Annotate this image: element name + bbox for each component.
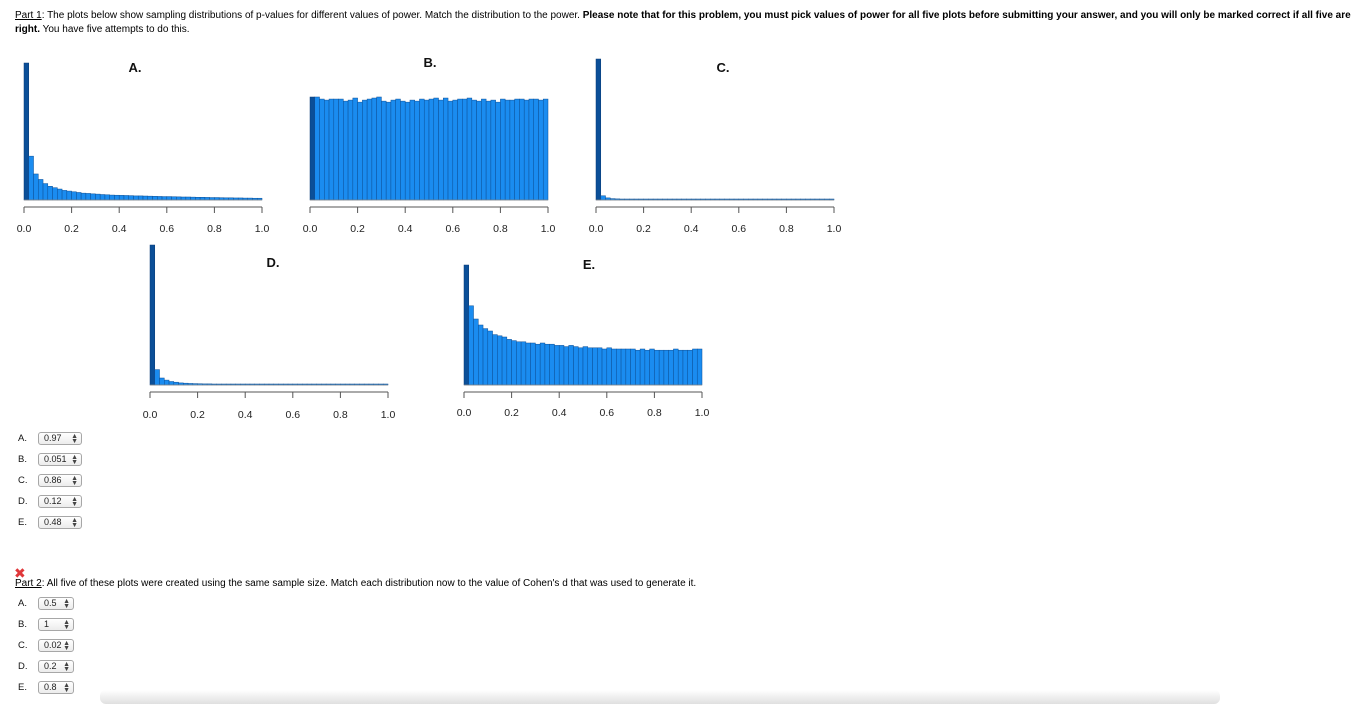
plot-b-bar-15 (381, 101, 386, 200)
plot-e-bar-42 (664, 350, 669, 385)
part1-label: Part 1 (15, 10, 42, 21)
part1-row-d (18, 493, 82, 509)
select-value: 1 (44, 618, 50, 629)
part1-text: : The plots below show sampling distributions of p-values for different values of power. Match the distribution to the power. (41, 10, 583, 21)
plot-c-tick-label-4: 0.8 (779, 223, 794, 235)
plot-e-bar-49 (697, 349, 702, 385)
plot-b-bar-43 (515, 99, 520, 200)
plot-b-bar-30 (453, 100, 458, 200)
plot-e-bar-17 (545, 344, 550, 385)
select-arrows-icon: ▲ ▼ (63, 597, 70, 610)
plot-e-bar-16 (540, 343, 545, 385)
plot-b-bar-28 (443, 98, 448, 200)
plot-a-bar-32 (176, 197, 181, 200)
plot-b-bar-7 (343, 101, 348, 200)
plot-b-bar-46 (529, 99, 534, 200)
plot-b-bar-19 (400, 101, 405, 200)
plot-e-bar-7 (497, 336, 502, 385)
plot-b-title: B. (423, 55, 437, 70)
answer-letter: D. (18, 660, 28, 672)
plot-b-bar-24 (424, 100, 429, 200)
plot-e-bar-35 (631, 349, 636, 385)
plot-b-bar-18 (396, 99, 401, 200)
plot-c-bar-0 (596, 59, 601, 200)
plot-d-bar-5 (174, 382, 179, 385)
plot-b-bar-33 (467, 98, 472, 200)
plot-c-title: C. (716, 60, 730, 75)
plot-a-bar-3 (38, 179, 43, 200)
plot-b-tick-label-5: 1.0 (540, 223, 556, 235)
plot-b-bar-21 (410, 100, 415, 200)
plot-e-bar-20 (559, 345, 564, 385)
plot-b-bar-37 (486, 101, 491, 200)
plot-d-title: D. (266, 255, 280, 270)
plot-b-bar-12 (367, 99, 372, 200)
answer-letter: C. (18, 474, 28, 486)
plot-b-bar-48 (538, 100, 543, 200)
select-arrows-icon: ▲ ▼ (71, 516, 78, 529)
cohens-d-select-e[interactable] (38, 681, 74, 694)
part1-row-a (18, 430, 82, 446)
plot-b-bar-35 (477, 101, 482, 200)
plot-e-bar-47 (688, 350, 693, 385)
part2-row-a (18, 595, 74, 611)
plot-a-bar-10 (72, 192, 77, 200)
plot-e-bar-3 (478, 325, 483, 385)
plot-c-tick-label-3: 0.6 (731, 223, 747, 235)
part2-row-b (18, 616, 74, 632)
plot-c-tick-label-2: 0.4 (683, 223, 699, 235)
plot-e-bar-44 (673, 349, 678, 385)
select-arrows-icon: ▲ ▼ (63, 618, 70, 631)
plot-b-bar-49 (543, 99, 548, 200)
plot-a-bar-1 (29, 156, 34, 200)
plot-e-bar-43 (669, 350, 674, 385)
plot-a-bar-2 (34, 174, 39, 200)
plot-e-tick-label-5: 1.0 (694, 407, 710, 419)
plot-a-bar-29 (162, 197, 167, 200)
part1-instructions (15, 9, 1360, 37)
plot-e-bar-18 (550, 344, 555, 385)
plot-b-bar-23 (419, 99, 424, 200)
cohens-d-select-d[interactable] (38, 660, 74, 673)
plot-b-bar-47 (534, 99, 539, 200)
cohens-d-select-c[interactable] (38, 639, 74, 652)
select-arrows-icon: ▲ ▼ (71, 474, 78, 487)
plot-e-bar-9 (507, 339, 512, 385)
plot-b-bar-26 (434, 98, 439, 200)
plot-b-bar-42 (510, 100, 515, 200)
plot-a-bar-31 (172, 197, 177, 200)
plot-a-bar-5 (48, 186, 53, 200)
power-select-a[interactable] (38, 432, 82, 445)
plot-a-bar-17 (105, 195, 110, 200)
plot-a-title: A. (128, 60, 142, 75)
part1-tail-text: You have five attempts to do this. (40, 24, 190, 35)
select-arrows-icon: ▲ ▼ (63, 681, 70, 694)
part1-row-b (18, 451, 82, 467)
plot-e-bar-33 (621, 349, 626, 385)
plot-a-bar-23 (133, 196, 138, 200)
plot-c-tick-label-5: 1.0 (826, 223, 842, 235)
plot-b-bar-0 (310, 97, 315, 200)
plot-e-bar-1 (469, 306, 474, 385)
plot-b-tick-label-2: 0.4 (397, 223, 413, 235)
plot-e-bar-40 (654, 350, 659, 385)
plot-e-bar-11 (516, 342, 521, 385)
plot-e-bar-38 (645, 350, 650, 385)
plot-a-bar-35 (191, 197, 196, 200)
plot-a-tick-label-5: 1.0 (254, 223, 270, 235)
plot-e-bar-21 (564, 347, 569, 385)
plot-d-bar-0 (150, 245, 155, 385)
plot-a-tick-label-0: 0.0 (16, 223, 32, 235)
plot-a-bar-7 (57, 189, 62, 200)
select-arrows-icon: ▲ ▼ (71, 495, 78, 508)
plot-a-bar-34 (186, 197, 191, 200)
plot-c (582, 50, 852, 235)
plot-d-tick-label-4: 0.8 (333, 409, 348, 421)
plot-b-bar-2 (320, 99, 325, 200)
plot-b-bar-11 (362, 100, 367, 200)
power-select-c[interactable] (38, 474, 82, 487)
plot-a-bar-9 (67, 191, 72, 200)
power-select-e[interactable] (38, 516, 82, 529)
plot-b-bar-13 (372, 98, 377, 200)
plot-a-tick-label-3: 0.6 (159, 223, 175, 235)
select-value: 0.12 (44, 495, 62, 506)
plot-d-bar-3 (164, 380, 169, 385)
plot-a-bar-36 (195, 197, 200, 200)
plot-a (10, 50, 280, 235)
plot-e-bar-37 (640, 349, 645, 385)
select-arrows-icon: ▲ ▼ (63, 639, 70, 652)
plot-a-bar-27 (153, 196, 158, 200)
plot-b-bar-36 (481, 99, 486, 200)
plot-a-bar-28 (157, 196, 162, 200)
plot-d-bar-1 (155, 370, 160, 385)
plot-a-bar-25 (143, 196, 148, 200)
plot-b-bar-29 (448, 101, 453, 200)
plot-e-bar-2 (474, 319, 479, 385)
select-value: 0.48 (44, 516, 62, 527)
plot-b-bar-32 (462, 99, 467, 200)
plot-b-bar-6 (339, 99, 344, 200)
plot-b-bar-14 (377, 97, 382, 200)
select-value: 0.86 (44, 474, 62, 485)
select-value: 0.97 (44, 432, 62, 443)
plot-b-bar-45 (524, 100, 529, 200)
plot-e-bar-26 (588, 348, 593, 385)
cohens-d-select-a[interactable] (38, 597, 74, 610)
part1-bold-text: Please note that for this problem, you must pick values of power for all five plots before submitting your answer, and you will only be marked correct if all five are right. (15, 10, 1351, 35)
plot-e-bar-23 (573, 347, 578, 385)
part2-row-d (18, 658, 74, 674)
plot-e-bar-15 (535, 344, 540, 385)
plot-d-tick-label-2: 0.4 (237, 409, 253, 421)
plot-b-tick-label-1: 0.2 (350, 223, 365, 235)
plot-e-bar-10 (512, 341, 517, 385)
answer-letter: C. (18, 639, 28, 651)
plot-b-bar-39 (496, 102, 501, 200)
plot-b-bar-3 (324, 100, 329, 200)
plot-e-bar-32 (616, 349, 621, 385)
plot-c-tick-label-1: 0.2 (636, 223, 651, 235)
plot-e-title: E. (582, 257, 596, 272)
select-value: 0.02 (44, 639, 62, 650)
plot-e-bar-29 (602, 349, 607, 385)
plot-b-bar-20 (405, 102, 410, 200)
plot-c-bar-1 (601, 196, 606, 200)
plot-a-bar-4 (43, 184, 48, 200)
plot-e-bar-27 (593, 348, 598, 385)
plot-d-bar-2 (160, 378, 165, 385)
answer-letter: D. (18, 495, 28, 507)
plot-a-bar-16 (100, 195, 105, 200)
plot-a-bar-18 (110, 195, 115, 200)
plot-b-bar-34 (472, 100, 477, 200)
plot-e-bar-0 (464, 265, 469, 385)
plot-a-bar-26 (148, 196, 153, 200)
plot-d-tick-label-1: 0.2 (190, 409, 205, 421)
plot-e-bar-25 (583, 347, 588, 385)
plot-a-bar-21 (124, 195, 129, 200)
power-select-d[interactable] (38, 495, 82, 508)
plot-b-bar-31 (458, 99, 463, 200)
plot-e-bar-19 (554, 345, 559, 385)
plot-e-bar-34 (626, 349, 631, 385)
plot-e-tick-label-2: 0.4 (551, 407, 567, 419)
plot-e-bar-45 (678, 350, 683, 385)
plot-d-bar-4 (169, 382, 174, 386)
plot-e-bar-6 (493, 335, 498, 385)
plot-b-bar-38 (491, 100, 496, 200)
plot-b-bar-27 (439, 100, 444, 200)
plot-a-tick-label-4: 0.8 (207, 223, 222, 235)
select-arrows-icon: ▲ ▼ (71, 432, 78, 445)
answer-letter: A. (18, 597, 27, 609)
plot-e-bar-48 (692, 349, 697, 385)
plot-e-bar-14 (531, 343, 536, 385)
plot-a-bar-19 (114, 195, 119, 200)
plot-e-bar-28 (597, 348, 602, 385)
plot-e-bar-31 (612, 349, 617, 385)
plot-a-bar-33 (181, 197, 186, 200)
plot-a-bar-11 (76, 192, 81, 200)
plot-e (450, 243, 720, 423)
plot-b-bar-8 (348, 100, 353, 200)
plot-e-tick-label-4: 0.8 (647, 407, 662, 419)
plot-a-bar-8 (62, 190, 67, 200)
plot-b-bar-22 (415, 101, 420, 200)
cohens-d-select-b[interactable] (38, 618, 74, 631)
plot-d-tick-label-0: 0.0 (142, 409, 158, 421)
plot-e-bar-24 (578, 348, 583, 385)
plot-a-bar-24 (138, 196, 143, 200)
plot-b-bar-5 (334, 99, 339, 200)
plot-a-bar-30 (167, 197, 172, 200)
part2-instructions (15, 578, 696, 589)
select-arrows-icon: ▲ ▼ (71, 453, 78, 466)
cross-icon: ✖ (14, 565, 26, 581)
plot-e-tick-label-1: 0.2 (504, 407, 519, 419)
select-arrows-icon: ▲ ▼ (63, 660, 70, 673)
plot-e-bar-46 (683, 350, 688, 385)
plot-e-bar-36 (635, 350, 640, 385)
plot-a-bar-15 (95, 194, 100, 200)
plot-b-tick-label-4: 0.8 (493, 223, 508, 235)
part1-row-e (18, 514, 82, 530)
part2-row-c (18, 637, 74, 653)
plot-b-bar-40 (500, 99, 505, 200)
plot-a-bar-14 (91, 194, 96, 200)
plot-b-bar-41 (505, 100, 510, 200)
plot-e-bar-13 (526, 343, 531, 385)
select-value: 0.8 (44, 681, 57, 692)
select-value: 0.5 (44, 597, 57, 608)
plot-b-tick-label-3: 0.6 (445, 223, 461, 235)
part1-row-c (18, 472, 82, 488)
plot-b-bar-9 (353, 98, 358, 200)
part2-text: : All five of these plots were created using the same sample size. Match each distribution now to the value of Cohen's d that was used to generate it. (41, 578, 697, 589)
plot-a-tick-label-2: 0.4 (111, 223, 127, 235)
answer-letter: B. (18, 453, 27, 465)
plot-b-bar-44 (519, 99, 524, 200)
answer-letter: A. (18, 432, 27, 444)
plot-a-bar-37 (200, 197, 205, 200)
plot-d-tick-label-5: 1.0 (380, 409, 396, 421)
plot-b-bar-17 (391, 100, 396, 200)
answer-letter: B. (18, 618, 27, 630)
select-value: 0.2 (44, 660, 57, 671)
select-value: 0.051 (44, 453, 67, 464)
plot-e-bar-30 (607, 348, 612, 385)
plot-a-bar-0 (24, 63, 29, 200)
plot-e-tick-label-0: 0.0 (456, 407, 472, 419)
plot-e-bar-41 (659, 350, 664, 385)
plot-a-tick-label-1: 0.2 (64, 223, 79, 235)
plot-e-bar-4 (483, 329, 488, 385)
answer-letter: E. (18, 681, 27, 693)
plot-b-bar-4 (329, 99, 334, 200)
plot-a-bar-6 (53, 188, 58, 200)
page-bottom-shadow (100, 690, 1220, 704)
plot-d-tick-label-3: 0.6 (285, 409, 301, 421)
plot-b (296, 50, 566, 235)
answer-letter: E. (18, 516, 27, 528)
power-select-b[interactable] (38, 453, 82, 466)
part2-row-e (18, 679, 74, 695)
plot-a-bar-20 (119, 195, 124, 200)
plot-e-bar-8 (502, 337, 507, 385)
plot-a-bar-22 (129, 196, 134, 200)
plot-b-bar-1 (315, 97, 320, 200)
plot-c-tick-label-0: 0.0 (588, 223, 604, 235)
plot-e-bar-12 (521, 342, 526, 385)
plot-a-bar-13 (86, 193, 91, 200)
plot-b-bar-10 (358, 102, 363, 200)
plot-b-tick-label-0: 0.0 (302, 223, 318, 235)
plot-a-bar-12 (81, 193, 86, 200)
plot-b-bar-16 (386, 102, 391, 200)
plot-e-bar-5 (488, 331, 493, 385)
plot-e-bar-39 (650, 349, 655, 385)
plot-b-bar-25 (429, 99, 434, 200)
plot-e-bar-22 (569, 345, 574, 385)
plot-e-tick-label-3: 0.6 (599, 407, 615, 419)
plot-d (136, 243, 406, 423)
part2-label: Part 2 (15, 578, 42, 589)
